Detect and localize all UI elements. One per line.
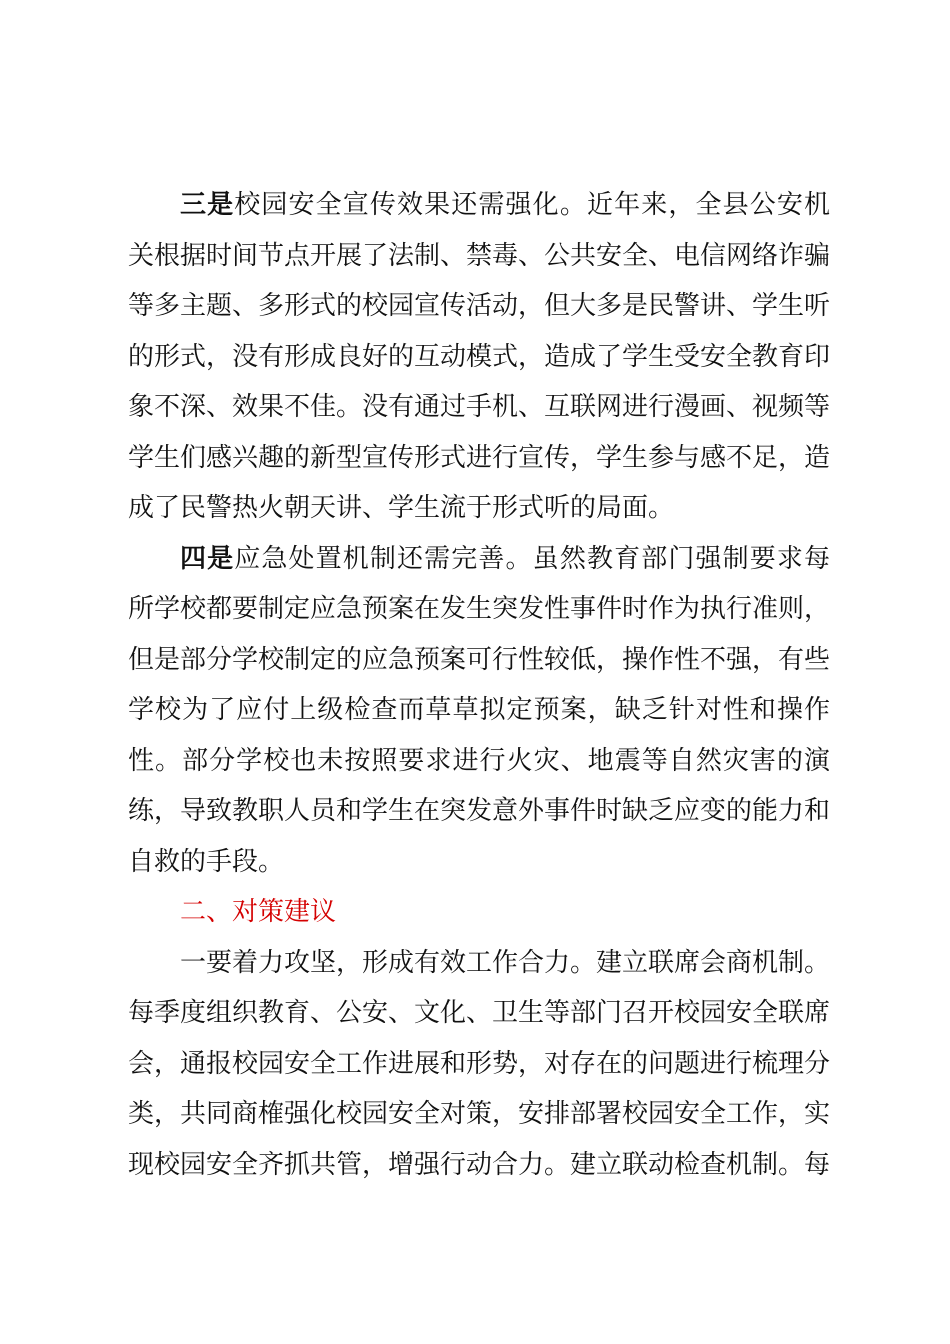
paragraph-four-text: 应急处置机制还需完善。虽然教育部门强制要求每所学校都要制定应急预案在发生突发性事件时作为执行准则，但是部分学校制定的应急预案可行性较低，操作性不强，有些学校为了应付上级检查而草草拟定预案，缺乏针对性和操作性。部分学校也未按照要求进行火灾、地震等自然灾害的演练，导致教职人员和学生在突发意外事件时缺乏应变的能力和自救的手段。: [128, 543, 831, 877]
paragraph-four-lead: 四是: [180, 543, 235, 574]
paragraph-five-text: 一要着力攻坚，形成有效工作合力。建立联席会商机制。每季度组织教育、公安、文化、卫生等部门召开校园安全联席会，通报校园安全工作进展和形势，对存在的问题进行梳理分类，共同商榷强化校园安全对策，安排部署校园安全工作，实现校园安全齐抓共管，增强行动合力。建立联动检查机制。每: [128, 947, 831, 1180]
paragraph-four: [128, 534, 830, 888]
document-body: [128, 180, 830, 1190]
paragraph-three: [128, 180, 830, 534]
paragraph-three-text: 校园安全宣传效果还需强化。近年来，全县公安机关根据时间节点开展了法制、禁毒、公共安全、电信网络诈骗等多主题、多形式的校园宣传活动，但大多是民警讲、学生听的形式，没有形成良好的互动模式，造成了学生受安全教育印象不深、效果不佳。没有通过手机、互联网进行漫画、视频等学生们感兴趣的新型宣传形式进行宣传，学生参与感不足，造成了民警热火朝天讲、学生流于形式听的局面。: [128, 190, 831, 523]
section-heading: 二、对策建议: [180, 897, 337, 927]
paragraph-five: [128, 938, 830, 1191]
paragraph-three-lead: 三是: [180, 190, 235, 220]
